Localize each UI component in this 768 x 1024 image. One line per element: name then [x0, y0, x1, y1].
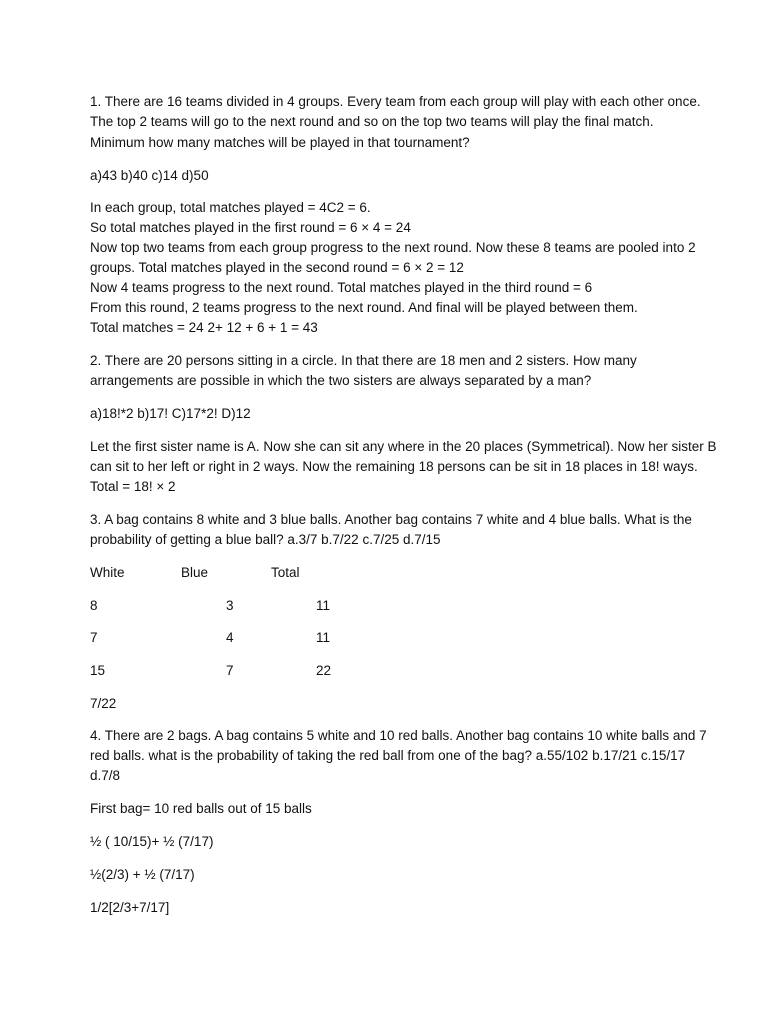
q2-solution-line-1: Let the first sister name is A. Now she can sit any where in the 20 places (Symmetrical). Now her sister B [90, 439, 717, 454]
q1-solution-line-7: Total matches = 24 2+ 12 + 6 + 1 = 43 [90, 320, 318, 335]
table-header-blue: Blue [181, 565, 209, 580]
table-header-total: Total [271, 565, 300, 580]
q2-solution-line-3: Total = 18! × 2 [90, 479, 176, 494]
q4-line-3: d.7/8 [90, 768, 121, 783]
q4-line-2: red balls. what is the probability of taking the red ball from one of the bag? a.55/102 b.17/21 c.15/17 [90, 748, 686, 763]
table-cell: 11 [316, 598, 331, 613]
q4-solution-line-4: 1/2[2/3+7/17] [90, 900, 170, 915]
table-cell: 11 [316, 630, 331, 645]
q2-options: a)18!*2 b)17! C)17*2! D)12 [90, 406, 251, 421]
q4-solution-line-3: ½(2/3) + ½ (7/17) [90, 867, 195, 882]
q1-options: a)43 b)40 c)14 d)50 [90, 168, 209, 183]
q1-solution-line-5: Now 4 teams progress to the next round. Total matches played in the third round = 6 [90, 280, 593, 295]
q4-line-1: 4. There are 2 bags. A bag contains 5 white and 10 red balls. Another bag contains 10 white balls and 7 [90, 728, 707, 743]
table-cell: 7 [90, 630, 98, 645]
q1-line-1: 1. There are 16 teams divided in 4 groups. Every team from each group will play with each other once. [90, 94, 701, 109]
table-cell: 22 [316, 663, 332, 678]
q3-line-2: probability of getting a blue ball? a.3/7 b.7/22 c.7/25 d.7/15 [90, 532, 441, 547]
table-cell: 15 [90, 663, 106, 678]
q3-answer: 7/22 [90, 696, 117, 711]
q1-solution-line-6: From this round, 2 teams progress to the next round. And final will be played between them. [90, 300, 638, 315]
q1-solution-line-4: groups. Total matches played in the second round = 6 × 2 = 12 [90, 260, 464, 275]
table-cell: 4 [226, 630, 234, 645]
q4-solution-line-2: ½ ( 10/15)+ ½ (7/17) [90, 834, 214, 849]
q2-line-2: arrangements are possible in which the two sisters are always separated by a man? [90, 373, 592, 388]
q2-line-1: 2. There are 20 persons sitting in a circle. In that there are 18 men and 2 sisters. How many [90, 353, 637, 368]
q1-solution-line-1: In each group, total matches played = 4C2 = 6. [90, 200, 371, 215]
table-cell: 8 [90, 598, 98, 613]
table-cell: 3 [226, 598, 234, 613]
q2-solution-line-2: can sit to her left or right in 2 ways. Now the remaining 18 persons can be sit in 18 places in 18! ways. [90, 459, 698, 474]
q1-line-3: Minimum how many matches will be played in that tournament? [90, 135, 470, 150]
q3-line-1: 3. A bag contains 8 white and 3 blue balls. Another bag contains 7 white and 4 blue balls. What is the [90, 512, 692, 527]
q1-solution-line-3: Now top two teams from each group progress to the next round. Now these 8 teams are pooled into 2 [90, 240, 696, 255]
q1-solution-line-2: So total matches played in the first round = 6 × 4 = 24 [90, 220, 411, 235]
q4-solution-line-1: First bag= 10 red balls out of 15 balls [90, 801, 312, 816]
q1-line-2: The top 2 teams will go to the next round and so on the top two teams will play the final match. [90, 114, 654, 129]
table-header-white: White [90, 565, 125, 580]
table-cell: 7 [226, 663, 234, 678]
